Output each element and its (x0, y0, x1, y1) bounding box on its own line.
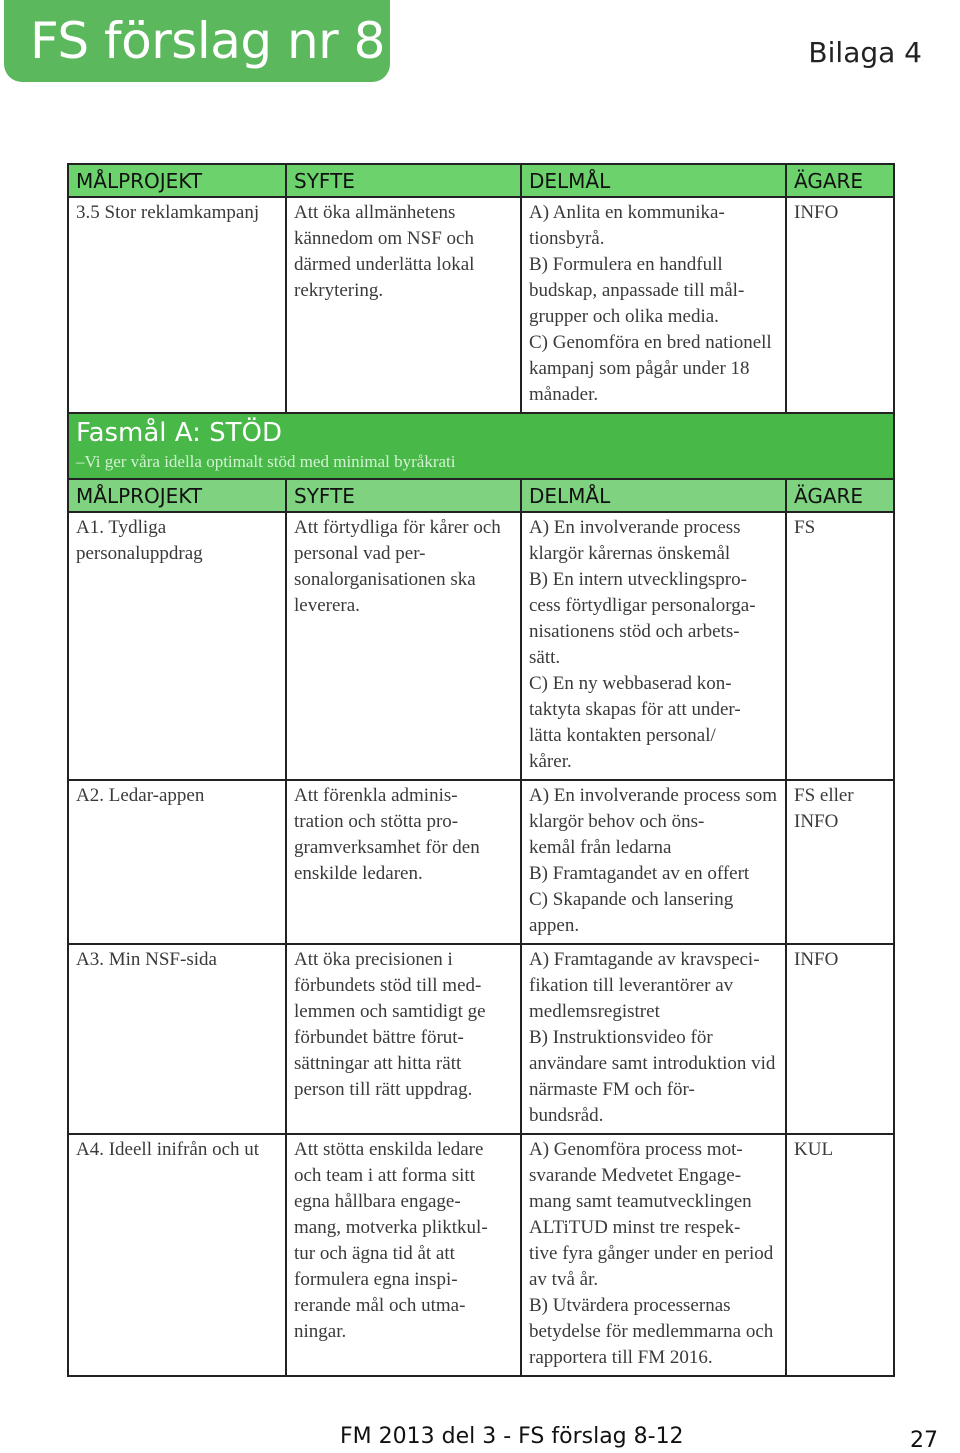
section-row (68, 413, 894, 479)
owner-cell: INFO (786, 197, 894, 413)
page-number: 27 (910, 1428, 938, 1453)
purpose-cell: Att öka allmänhetens kännedom om NSF och därmed underlätta lokal rekrytering. (286, 197, 521, 413)
section-cell (68, 413, 894, 479)
project-cell: A4. Ideell inifrån och ut (68, 1134, 286, 1376)
section-title: Fasmål A: STÖD (76, 418, 283, 448)
footer-text: FM 2013 del 3 - FS förslag 8-12 (340, 1424, 684, 1449)
owner-cell: FS (786, 512, 894, 780)
purpose-cell: Att förtydliga för kårer och personal vad per- sonalorganisationen ska leverera. (286, 512, 521, 780)
project-cell: A1. Tydliga personaluppdrag (68, 512, 286, 780)
page-title: FS förslag nr 8 (4, 0, 390, 82)
table-header-row (68, 479, 894, 512)
owner-cell: KUL (786, 1134, 894, 1376)
header-syfte: SYFTE (286, 164, 521, 197)
table-row (68, 780, 894, 944)
goals-cell: A) En involverande process klargör kårernas önskemål B) En intern utvecklingspro- cess förtydligar personalorga- nisationens stöd och arbets- sätt. C) En ny webbaserad kon- taktyta skapas för att under- lätta kontakten personal/ kårer. (521, 512, 786, 780)
goals-cell: A) Framtagande av kravspeci- fikation till leverantörer av medlemsregistret B) Instruktionsvideo för användare samt introduktion vid närmaste FM och för- bundsråd. (521, 944, 786, 1134)
header-malprojekt: MÅLPROJEKT (68, 479, 286, 512)
owner-cell: INFO (786, 944, 894, 1134)
table-header-row (68, 164, 894, 197)
attachment-label: Bilaga 4 (808, 36, 922, 69)
goals-cell: A) En involverande process som klargör behov och öns- kemål från ledarna B) Framtagandet av en offert C) Skapande och lansering appen. (521, 780, 786, 944)
header-agare: ÄGARE (786, 479, 894, 512)
purpose-cell: Att öka precisionen i förbundets stöd till med- lemmen och samtidigt ge förbundet bättre förut- sättningar att hitta rätt person till rätt uppdrag. (286, 944, 521, 1134)
purpose-cell: Att stötta enskilda ledare och team i att forma sitt egna hållbara engage- mang, motverka pliktkul- tur och ägna tid åt att formulera egna inspi- rerande mål och utma- ningar. (286, 1134, 521, 1376)
header-malprojekt: MÅLPROJEKT (68, 164, 286, 197)
header-agare: ÄGARE (786, 164, 894, 197)
goals-cell: A) Anlita en kommunika- tionsbyrå. B) Formulera en handfull budskap, anpassade till mål- grupper och olika media. C) Genomföra en bred nationell kampanj som pågår under 18 månader. (521, 197, 786, 413)
goals-cell: A) Genomföra process mot- svarande Medvetet Engage- mang samt teamutvecklingen ALTiTUD minst tre respek- tive fyra gånger under en period av två år. B) Utvärdera processernas betydelse för medlemmarna och rapportera till FM 2016. (521, 1134, 786, 1376)
table-row (68, 512, 894, 780)
project-table (67, 163, 895, 1377)
purpose-cell: Att förenkla adminis- tration och stötta pro- gramverksamhet för den enskilde ledaren. (286, 780, 521, 944)
table-row (68, 944, 894, 1134)
table-row (68, 197, 894, 413)
project-cell: A2. Ledar-appen (68, 780, 286, 944)
owner-cell: FS eller INFO (786, 780, 894, 944)
header-syfte: SYFTE (286, 479, 521, 512)
project-cell: A3. Min NSF-sida (68, 944, 286, 1134)
header-delmal: DELMÅL (521, 164, 786, 197)
section-subtitle: –Vi ger våra idella optimalt stöd med minimal byråkrati (76, 452, 456, 471)
table-row (68, 1134, 894, 1376)
project-cell: 3.5 Stor reklamkampanj (68, 197, 286, 413)
header-delmal: DELMÅL (521, 479, 786, 512)
